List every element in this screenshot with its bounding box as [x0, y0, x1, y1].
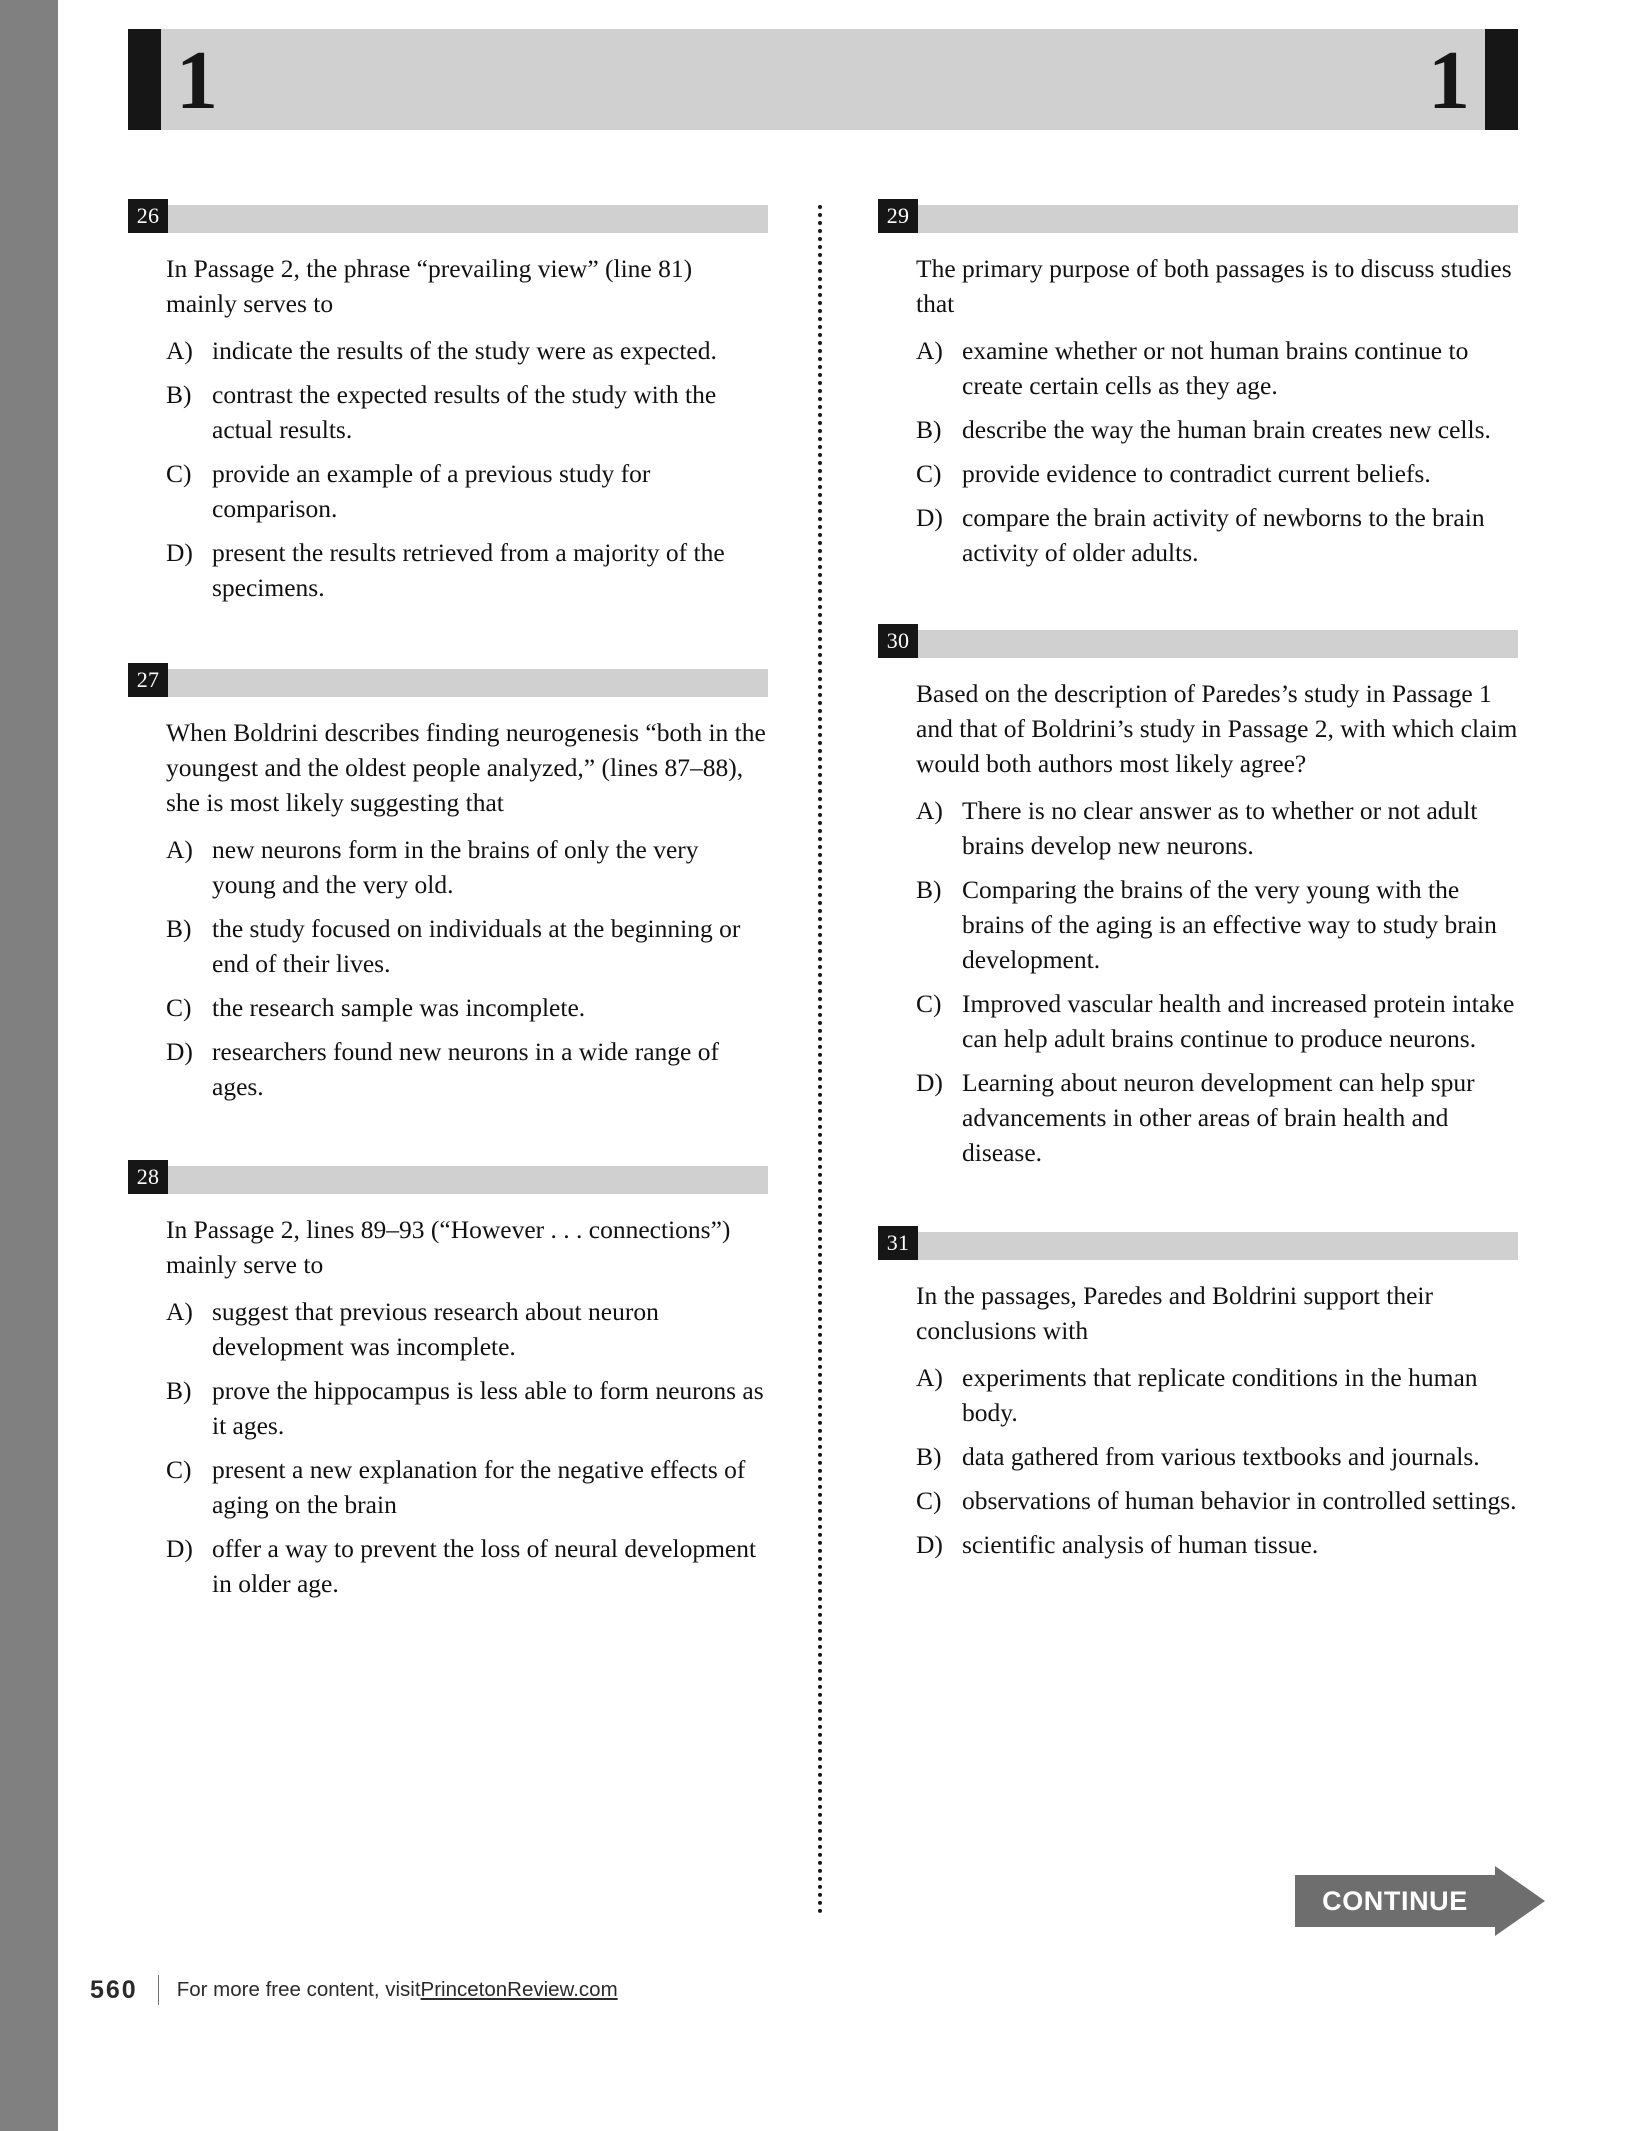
answer-choice[interactable] — [916, 986, 1518, 1056]
right-column — [878, 205, 1518, 1618]
answer-choice-label: A) — [166, 1297, 193, 1326]
answer-choice-text: suggest that previous research about neuron development was incomplete. — [212, 1297, 659, 1361]
question-block — [128, 205, 768, 605]
arrow-right-icon — [1495, 1866, 1545, 1936]
footer-divider — [158, 1975, 159, 2005]
column-divider — [818, 205, 822, 1915]
answer-choice-text: scientific analysis of human tissue. — [962, 1530, 1319, 1559]
question-number: 30 — [878, 624, 918, 658]
answer-choice[interactable] — [166, 535, 768, 605]
answer-choice-text: offer a way to prevent the loss of neural development in older age. — [212, 1534, 757, 1598]
question-number: 28 — [128, 1160, 168, 1194]
left-column — [128, 205, 768, 1657]
question-stem: Based on the description of Paredes’s study in Passage 1 and that of Boldrini’s study in Passage 2, with which claim would both authors most likely agree? — [916, 679, 1518, 778]
answer-choice-text: new neurons form in the brains of only the very young and the very old. — [212, 835, 699, 899]
question-stem: In Passage 2, lines 89–93 (“However . . . connections”) mainly serve to — [166, 1215, 731, 1279]
answer-choice-label: C) — [916, 989, 942, 1018]
answer-choice[interactable] — [916, 1065, 1518, 1170]
answer-choice-label: D) — [166, 1037, 193, 1066]
answer-choice-label: B) — [916, 415, 942, 444]
answer-choice-label: C) — [166, 459, 192, 488]
continue-button[interactable] — [1295, 1875, 1545, 1927]
answer-choice[interactable] — [916, 1483, 1518, 1518]
question-header-band — [128, 205, 768, 233]
answer-choice-text: experiments that replicate conditions in the human body. — [962, 1363, 1478, 1427]
answer-choice-label: B) — [916, 875, 942, 904]
question-block — [878, 1232, 1518, 1562]
question-number: 27 — [128, 663, 168, 697]
question-number: 31 — [878, 1226, 918, 1260]
answer-choice-text: Improved vascular health and increased protein intake can help adult brains continue to produce neurons. — [962, 989, 1515, 1053]
answer-choice-list — [878, 793, 1518, 1170]
answer-choice-text: Learning about neuron development can help spur advancements in other areas of brain health and disease. — [962, 1068, 1475, 1167]
answer-choice-text: observations of human behavior in controlled settings. — [962, 1486, 1517, 1515]
answer-choice-text: researchers found new neurons in a wide range of ages. — [212, 1037, 719, 1101]
answer-choice-text: the research sample was incomplete. — [212, 993, 586, 1022]
question-header-band — [878, 630, 1518, 658]
answer-choice[interactable] — [916, 500, 1518, 570]
answer-choice[interactable] — [916, 1439, 1518, 1474]
answer-choice[interactable] — [916, 333, 1518, 403]
answer-choice[interactable] — [166, 333, 768, 368]
answer-choice-label: C) — [166, 1455, 192, 1484]
answer-choice-text: provide evidence to contradict current beliefs. — [962, 459, 1431, 488]
answer-choice-text: present a new explanation for the negative effects of aging on the brain — [212, 1455, 746, 1519]
answer-choice-text: contrast the expected results of the study with the actual results. — [212, 380, 717, 444]
answer-choice-label: A) — [916, 1363, 943, 1392]
answer-choice-label: B) — [916, 1442, 942, 1471]
question-block — [878, 205, 1518, 570]
question-stem: The primary purpose of both passages is to discuss studies that — [916, 254, 1512, 318]
answer-choice-text: compare the brain activity of newborns to the brain activity of older adults. — [962, 503, 1485, 567]
answer-choice-label: D) — [916, 503, 943, 532]
question-stem: When Boldrini describes finding neurogenesis “both in the youngest and the oldest people analyzed,” (lines 87–88), she is most likely suggesting that — [166, 718, 766, 817]
section-header — [128, 29, 1518, 130]
answer-choice[interactable] — [166, 990, 768, 1025]
answer-choice-label: A) — [916, 336, 943, 365]
answer-choice-label: D) — [916, 1530, 943, 1559]
question-header-band — [128, 669, 768, 697]
question-header-band — [878, 205, 1518, 233]
question-number: 26 — [128, 199, 168, 233]
section-header-right-block — [1485, 29, 1518, 130]
answer-choice[interactable] — [166, 377, 768, 447]
answer-choice[interactable] — [916, 456, 1518, 491]
question-stem: In the passages, Paredes and Boldrini support their conclusions with — [916, 1281, 1433, 1345]
answer-choice-label: D) — [166, 1534, 193, 1563]
answer-choice-label: D) — [916, 1068, 943, 1097]
answer-choice-label: A) — [166, 336, 193, 365]
answer-choice-text: Comparing the brains of the very young with the brains of the aging is an effective way to study brain development. — [962, 875, 1497, 974]
question-block — [128, 669, 768, 1104]
answer-choice[interactable] — [916, 793, 1518, 863]
answer-choice-label: B) — [166, 1376, 192, 1405]
answer-choice-label: C) — [916, 459, 942, 488]
page-spine-bar — [0, 0, 58, 2131]
question-stem: In Passage 2, the phrase “prevailing view” (line 81) mainly serves to — [166, 254, 693, 318]
answer-choice-text: prove the hippocampus is less able to form neurons as it ages. — [212, 1376, 764, 1440]
answer-choice-list — [878, 1360, 1518, 1562]
answer-choice-text: describe the way the human brain creates new cells. — [962, 415, 1491, 444]
answer-choice-text: indicate the results of the study were as expected. — [212, 336, 717, 365]
answer-choice[interactable] — [166, 832, 768, 902]
answer-choice-label: B) — [166, 380, 192, 409]
section-number-right: 1 — [1428, 34, 1470, 127]
answer-choice[interactable] — [166, 1034, 768, 1104]
answer-choice-list — [128, 333, 768, 605]
answer-choice[interactable] — [166, 456, 768, 526]
answer-choice-text: provide an example of a previous study for comparison. — [212, 459, 651, 523]
page-number: 560 — [90, 1975, 138, 2004]
continue-button-label: CONTINUE — [1322, 1886, 1468, 1916]
answer-choice-text: There is no clear answer as to whether or not adult brains develop new neurons. — [962, 796, 1478, 860]
answer-choice-label: C) — [166, 993, 192, 1022]
question-block — [878, 630, 1518, 1170]
question-number: 29 — [878, 199, 918, 233]
answer-choice-list — [878, 333, 1518, 570]
question-header-band — [878, 1232, 1518, 1260]
answer-choice[interactable] — [166, 1452, 768, 1522]
footer-link[interactable]: PrincetonReview.com — [420, 1978, 618, 2001]
answer-choice-label: D) — [166, 538, 193, 567]
answer-choice[interactable] — [166, 1373, 768, 1443]
answer-choice[interactable] — [916, 412, 1518, 447]
answer-choice[interactable] — [916, 1527, 1518, 1562]
answer-choice[interactable] — [166, 1531, 768, 1601]
answer-choice-label: B) — [166, 914, 192, 943]
answer-choice-label: A) — [916, 796, 943, 825]
page-footer — [90, 1975, 618, 2005]
answer-choice-text: the study focused on individuals at the beginning or end of their lives. — [212, 914, 741, 978]
section-header-left-block — [128, 29, 161, 130]
section-header-band — [161, 29, 1485, 130]
answer-choice[interactable] — [166, 1294, 768, 1364]
answer-choice-text: data gathered from various textbooks and journals. — [962, 1442, 1480, 1471]
section-number-left: 1 — [176, 34, 218, 127]
answer-choice-text: present the results retrieved from a majority of the specimens. — [212, 538, 725, 602]
question-header-band — [128, 1166, 768, 1194]
answer-choice[interactable] — [166, 911, 768, 981]
answer-choice-list — [128, 1294, 768, 1601]
answer-choice-list — [128, 832, 768, 1104]
question-block — [128, 1166, 768, 1601]
answer-choice-label: C) — [916, 1486, 942, 1515]
answer-choice-label: A) — [166, 835, 193, 864]
answer-choice-text: examine whether or not human brains continue to create certain cells as they age. — [962, 336, 1469, 400]
answer-choice[interactable] — [916, 1360, 1518, 1430]
footer-text: For more free content, visit — [176, 1978, 421, 2001]
answer-choice[interactable] — [916, 872, 1518, 977]
